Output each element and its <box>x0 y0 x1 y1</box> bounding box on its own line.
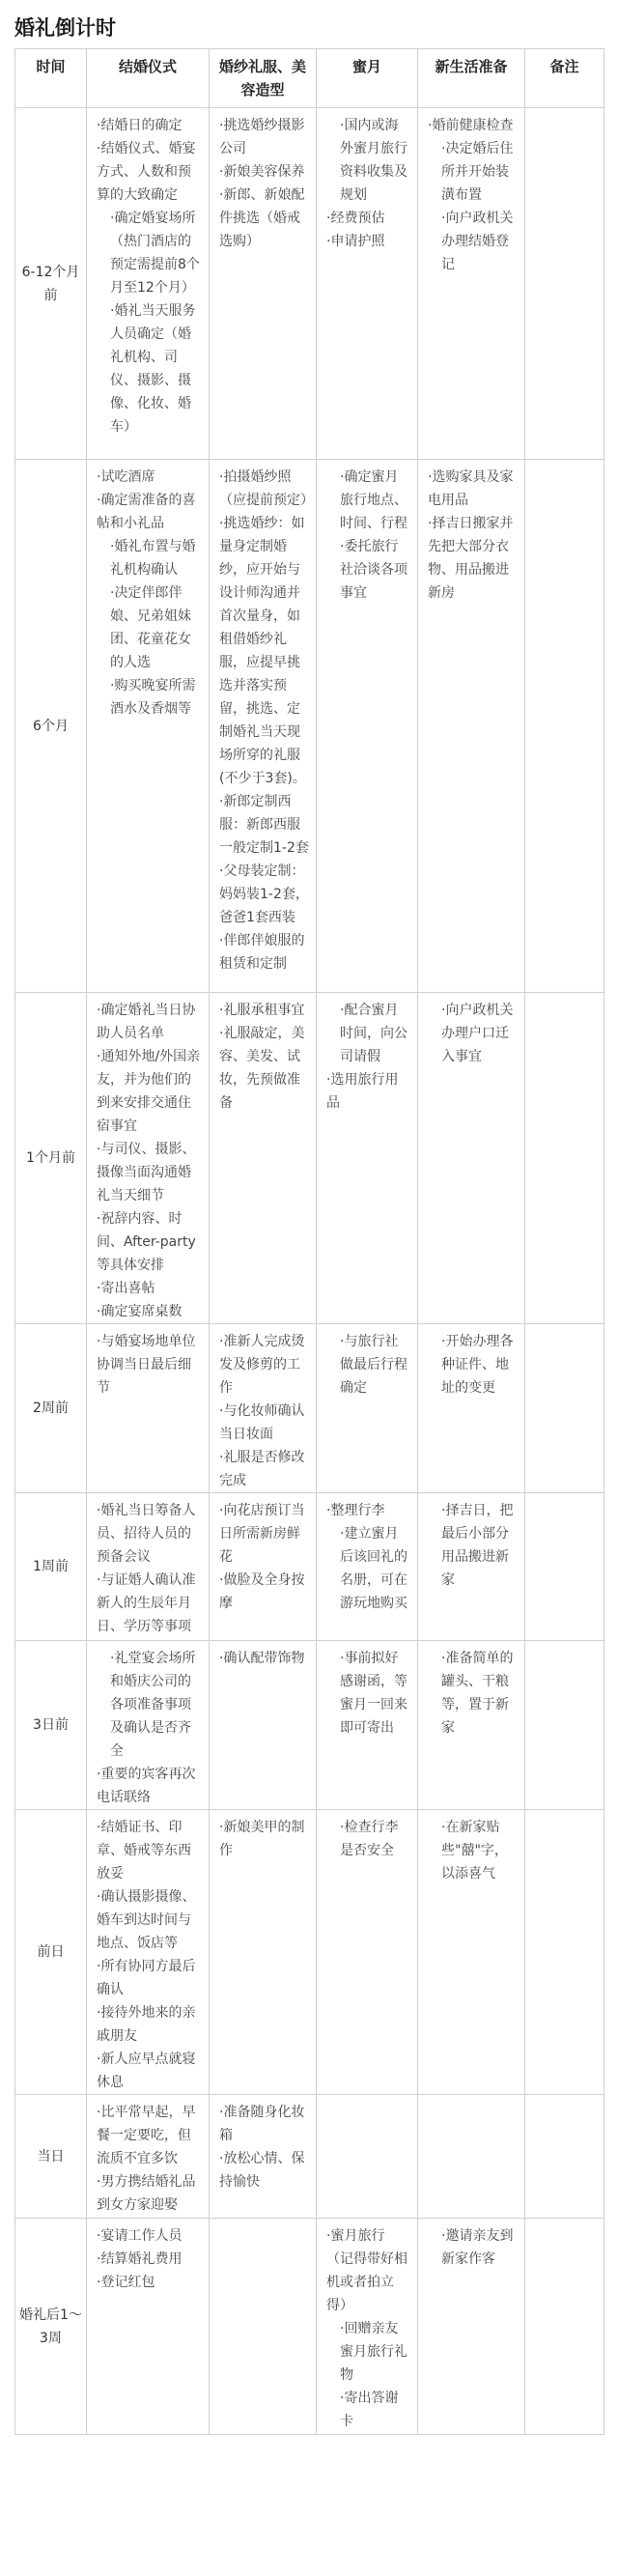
cell-line: ·与证婚人确认准新人的生辰年月日、学历等事项 <box>97 1572 196 1634</box>
cell-notes <box>525 993 604 1324</box>
cell-line: ·建立蜜月后该回礼的名册，可在游玩地购买 <box>340 1526 407 1611</box>
cell-ceremony <box>87 993 210 1324</box>
cell-line: ·国内或海外蜜月旅行资料收集及规划 <box>340 118 407 203</box>
cell-honeymoon <box>317 1493 418 1641</box>
cell-line: ·礼服承租事宜 <box>219 1003 305 1018</box>
table-row <box>15 1810 604 2095</box>
cell-line: ·准备随身化妆箱 <box>219 2105 305 2143</box>
cell-honeymoon <box>317 108 418 460</box>
cell-line: ·选用旅行用品 <box>326 1072 399 1111</box>
table-row <box>15 1493 604 1641</box>
cell-line: ·放松心情、保持愉快 <box>219 2151 305 2190</box>
cell-line: ·邀请亲友到新家作客 <box>441 2228 514 2267</box>
cell-line: ·结婚日的确定 <box>97 118 183 133</box>
cell-line: ·择吉日，把最后小部分用品搬进新家 <box>441 1503 514 1588</box>
cell-new-life <box>418 1493 525 1641</box>
cell-line: ·决定婚后住所并开始装潢布置 <box>441 141 514 203</box>
cell-line: ·与化妆师确认当日妆面 <box>219 1403 305 1442</box>
cell-line: ·确定婚宴场所（热门酒店的预定需提前8个月至12个月） <box>110 211 200 296</box>
cell-dress-beauty <box>210 2095 317 2219</box>
cell-line: ·向户政机关办理户口迁入事宜 <box>441 1003 514 1064</box>
cell-notes <box>525 1641 604 1810</box>
cell-line: ·检查行李是否安全 <box>340 1820 399 1858</box>
cell-line: ·通知外地/外国亲友，并为他们的到来安排交通住宿事宜 <box>97 1049 201 1134</box>
cell-line: ·比平常早起，早餐一定要吃，但流质不宜多饮 <box>97 2105 196 2166</box>
cell-line: ·与旅行社做最后行程确定 <box>340 1334 407 1396</box>
cell-honeymoon <box>317 1324 418 1493</box>
cell-line: ·确定蜜月旅行地点、时间、行程 <box>340 469 407 531</box>
cell-line: ·寄出答谢卡 <box>340 2391 399 2429</box>
row-time-label: 前日 <box>15 1810 87 2095</box>
cell-line: ·接待外地来的亲戚朋友 <box>97 2005 196 2044</box>
table-row <box>15 1324 604 1493</box>
cell-line: ·重要的宾客再次电话联络 <box>97 1767 196 1805</box>
cell-line: ·做脸及全身按摩 <box>219 1572 305 1611</box>
cell-line: ·寄出喜帖 <box>97 1281 155 1296</box>
cell-line: ·新娘美甲的制作 <box>219 1820 305 1858</box>
cell-line: ·礼堂宴会场所和婚庆公司的各项准备事项及确认是否齐全 <box>110 1651 196 1759</box>
cell-new-life <box>418 1810 525 2095</box>
cell-new-life <box>418 108 525 460</box>
row-time-label: 婚礼后1～3周 <box>15 2219 87 2435</box>
cell-line: ·新娘美容保养 <box>219 164 305 180</box>
cell-new-life <box>418 1324 525 1493</box>
row-time-label: 3日前 <box>15 1641 87 1810</box>
column-header-honeymoon: 蜜月 <box>317 49 418 108</box>
cell-notes <box>525 460 604 993</box>
cell-dress-beauty <box>210 1810 317 2095</box>
cell-line: ·准备简单的罐头、干粮等，置于新家 <box>441 1651 514 1736</box>
cell-line: ·向户政机关办理结婚登记 <box>441 211 514 272</box>
cell-line: ·登记红包 <box>97 2275 155 2290</box>
cell-new-life <box>418 460 525 993</box>
cell-ceremony <box>87 1641 210 1810</box>
row-time-label: 1个月前 <box>15 993 87 1324</box>
cell-ceremony <box>87 2095 210 2219</box>
cell-line: ·婚礼当天服务人员确定（婚礼机构、司仪、摄影、摄像、化妆、婚车） <box>110 303 196 435</box>
cell-dress-beauty <box>210 1493 317 1641</box>
column-header-dress-beauty: 婚纱礼服、美容造型 <box>210 49 317 108</box>
cell-line: ·购买晚宴所需酒水及香烟等 <box>110 678 196 717</box>
cell-line: ·礼服敲定，美容、美发、试妆，先预做准备 <box>219 1026 305 1111</box>
cell-ceremony <box>87 2219 210 2435</box>
cell-new-life <box>418 993 525 1324</box>
cell-ceremony <box>87 460 210 993</box>
cell-notes <box>525 2095 604 2219</box>
row-time-label: 6-12个月前 <box>15 108 87 460</box>
table-header-row <box>15 49 604 108</box>
cell-line: ·向花店预订当日所需新房鲜花 <box>219 1503 305 1565</box>
cell-notes <box>525 108 604 460</box>
column-header-ceremony: 结婚仪式 <box>87 49 210 108</box>
cell-line: ·确认配带饰物 <box>219 1651 305 1666</box>
cell-line: ·回赠亲友蜜月旅行礼物 <box>340 2321 407 2383</box>
cell-line: ·父母装定制：妈妈装1-2套，爸爸1套西装 <box>219 863 309 925</box>
cell-ceremony <box>87 1493 210 1641</box>
column-header-notes: 备注 <box>525 49 604 108</box>
row-time-label: 当日 <box>15 2095 87 2219</box>
cell-line: ·婚礼布置与婚礼机构确认 <box>110 539 196 578</box>
cell-dress-beauty <box>210 1324 317 1493</box>
cell-new-life <box>418 2095 525 2219</box>
cell-line: ·择吉日搬家并先把大部分衣物、用品搬进新房 <box>428 516 514 601</box>
cell-line: ·挑选婚纱摄影公司 <box>219 118 305 156</box>
cell-line: ·礼服是否修改完成 <box>219 1450 305 1488</box>
cell-honeymoon <box>317 2219 418 2435</box>
cell-line: ·结婚仪式、婚宴方式、人数和预算的大致确定 <box>97 141 196 203</box>
cell-line: ·整理行李 <box>326 1503 385 1518</box>
cell-line: ·申请护照 <box>326 234 385 249</box>
page-title: 婚礼倒计时 <box>14 16 116 40</box>
column-header-time: 时间 <box>15 49 87 108</box>
cell-line: ·祝辞内容、时间、After-party等具体安排 <box>97 1211 196 1273</box>
cell-line: ·婚前健康检查 <box>428 118 514 133</box>
wedding-countdown-table <box>14 48 604 2435</box>
cell-notes <box>525 1324 604 1493</box>
table-row <box>15 460 604 993</box>
cell-line: ·结婚证书、印章、婚戒等东西放妥 <box>97 1820 191 1882</box>
cell-line: ·配合蜜月时间，向公司请假 <box>340 1003 407 1064</box>
cell-dress-beauty <box>210 108 317 460</box>
cell-line: ·选购家具及家电用品 <box>428 469 514 508</box>
row-time-label: 6个月 <box>15 460 87 993</box>
cell-line: ·拍摄婚纱照（应提前预定） <box>219 469 314 508</box>
cell-line: ·伴郎伴娘服的租赁和定制 <box>219 933 305 972</box>
cell-line: ·经费预估 <box>326 211 385 226</box>
cell-new-life <box>418 1641 525 1810</box>
cell-line: ·宴请工作人员 <box>97 2228 183 2244</box>
table-row <box>15 2219 604 2435</box>
cell-ceremony <box>87 1810 210 2095</box>
cell-line: ·男方携结婚礼品到女方家迎娶 <box>97 2174 196 2213</box>
cell-line: ·与司仪、摄影、摄像当面沟通婚礼当天细节 <box>97 1142 196 1203</box>
row-time-label: 2周前 <box>15 1324 87 1493</box>
cell-line: ·新人应早点就寝休息 <box>97 2052 196 2090</box>
cell-honeymoon <box>317 460 418 993</box>
cell-honeymoon <box>317 993 418 1324</box>
cell-line: ·开始办理各种证件、地址的变更 <box>441 1334 514 1396</box>
cell-line: ·试吃酒席 <box>97 469 155 485</box>
cell-line: ·确定宴席桌数 <box>97 1304 183 1319</box>
cell-line: ·新郎、新娘配件挑选（婚戒选购） <box>219 187 305 249</box>
cell-ceremony <box>87 108 210 460</box>
column-header-new-life: 新生活准备 <box>418 49 525 108</box>
cell-dress-beauty <box>210 2219 317 2435</box>
cell-notes <box>525 1810 604 2095</box>
table-row <box>15 1641 604 1810</box>
cell-line: ·委托旅行社洽谈各项事宜 <box>340 539 407 601</box>
cell-line: ·与婚宴场地单位协调当日最后细节 <box>97 1334 196 1396</box>
cell-dress-beauty <box>210 1641 317 1810</box>
cell-notes <box>525 1493 604 1641</box>
cell-line: ·在新家贴些"囍"字，以添喜气 <box>441 1820 508 1882</box>
cell-line: ·蜜月旅行（记得带好相机或者拍立得） <box>326 2228 407 2313</box>
cell-line: ·挑选婚纱：如量身定制婚纱，应开始与设计师沟通并首次量身，如租借婚纱礼服，应提早挑选并落实预留，挑选、定制婚礼当天现场所穿的礼服(不少于3套)。 <box>219 516 306 786</box>
cell-honeymoon <box>317 1641 418 1810</box>
cell-honeymoon <box>317 2095 418 2219</box>
cell-line: ·所有协同方最后确认 <box>97 1959 196 1997</box>
cell-line: ·确定婚礼当日协助人员名单 <box>97 1003 196 1041</box>
cell-ceremony <box>87 1324 210 1493</box>
cell-line: ·事前拟好感谢函，等蜜月一回来即可寄出 <box>340 1651 407 1736</box>
cell-dress-beauty <box>210 993 317 1324</box>
cell-line: ·决定伴郎伴娘、兄弟姐妹团、花童花女的人选 <box>110 585 191 670</box>
cell-line: ·准新人完成烫发及修剪的工作 <box>219 1334 305 1396</box>
cell-honeymoon <box>317 1810 418 2095</box>
cell-line: ·婚礼当日筹备人员、招待人员的预备会议 <box>97 1503 196 1565</box>
cell-dress-beauty <box>210 460 317 993</box>
row-time-label: 1周前 <box>15 1493 87 1641</box>
table-row <box>15 993 604 1324</box>
cell-line: ·确认摄影摄像、婚车到达时间与地点、饭店等 <box>97 1889 196 1951</box>
cell-notes <box>525 2219 604 2435</box>
cell-new-life <box>418 2219 525 2435</box>
table-row <box>15 2095 604 2219</box>
cell-line: ·新郎定制西服：新郎西服一般定制1-2套 <box>219 794 309 856</box>
cell-line: ·确定需准备的喜帖和小礼品 <box>97 493 196 531</box>
cell-line: ·结算婚礼费用 <box>97 2251 183 2267</box>
table-row <box>15 108 604 460</box>
